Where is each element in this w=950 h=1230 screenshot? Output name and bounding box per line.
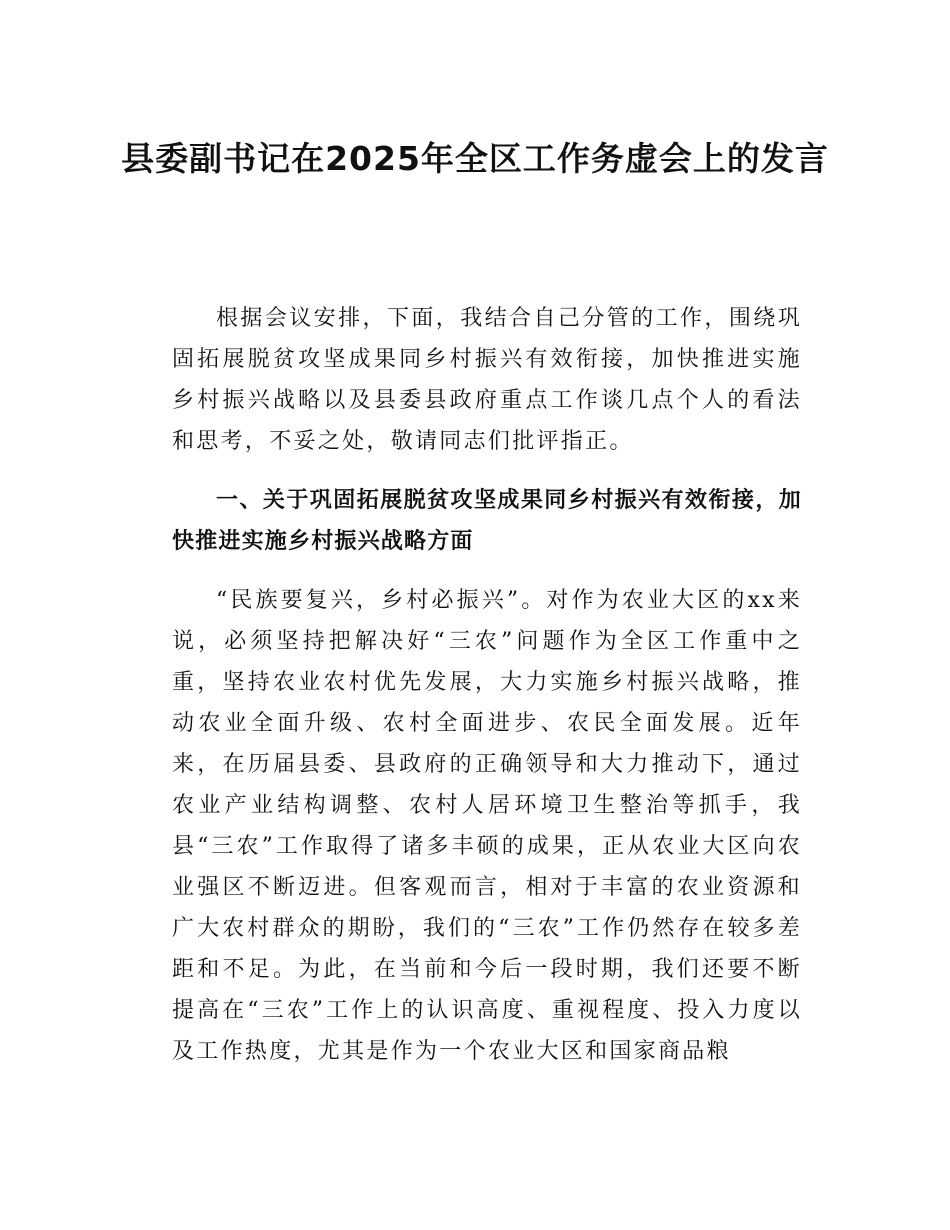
section-heading: 一、关于巩固拓展脱贫攻坚成果同乡村振兴有效衔接，加快推进实施乡村振兴战略方面 xyxy=(172,488,802,554)
intro-paragraph: 根据会议安排，下面，我结合自己分管的工作，围绕巩固拓展脱贫攻坚成果同乡村振兴有效衔接，加快推进实施乡村振兴战略以及县委县政府重点工作谈几点个人的看法和思考，不妥之处，敬请同志们批评指正。 xyxy=(172,306,802,454)
document-title: 县委副书记在2025年全区工作务虚会上的发言 xyxy=(121,139,829,179)
document-body xyxy=(172,298,802,1072)
body-paragraph: “民族要复兴，乡村必振兴”。对作为农业大区的xx来说，必须坚持把解决好“三农”问题作为全区工作重中之重，坚持农业农村优先发展，大力实施乡村振兴战略，推动农业全面升级、农村全面进步、农民全面发展。近年来，在历届县委、县政府的正确领导和大力推动下，通过农业产业结构调整、农村人居环境卫生整治等抓手，我县“三农”工作取得了诸多丰硕的成果，正从农业大区向农业强区不断迈进。但客观而言，相对于丰富的农业资源和广大农村群众的期盼，我们的“三农”工作仍然存在较多差距和不足。为此，在当前和今后一段时期，我们还要不断提高在“三农”工作上的认识高度、重视程度、投入力度以及工作热度，尤其是作为一个农业大区和国家商品粮 xyxy=(172,588,802,1064)
